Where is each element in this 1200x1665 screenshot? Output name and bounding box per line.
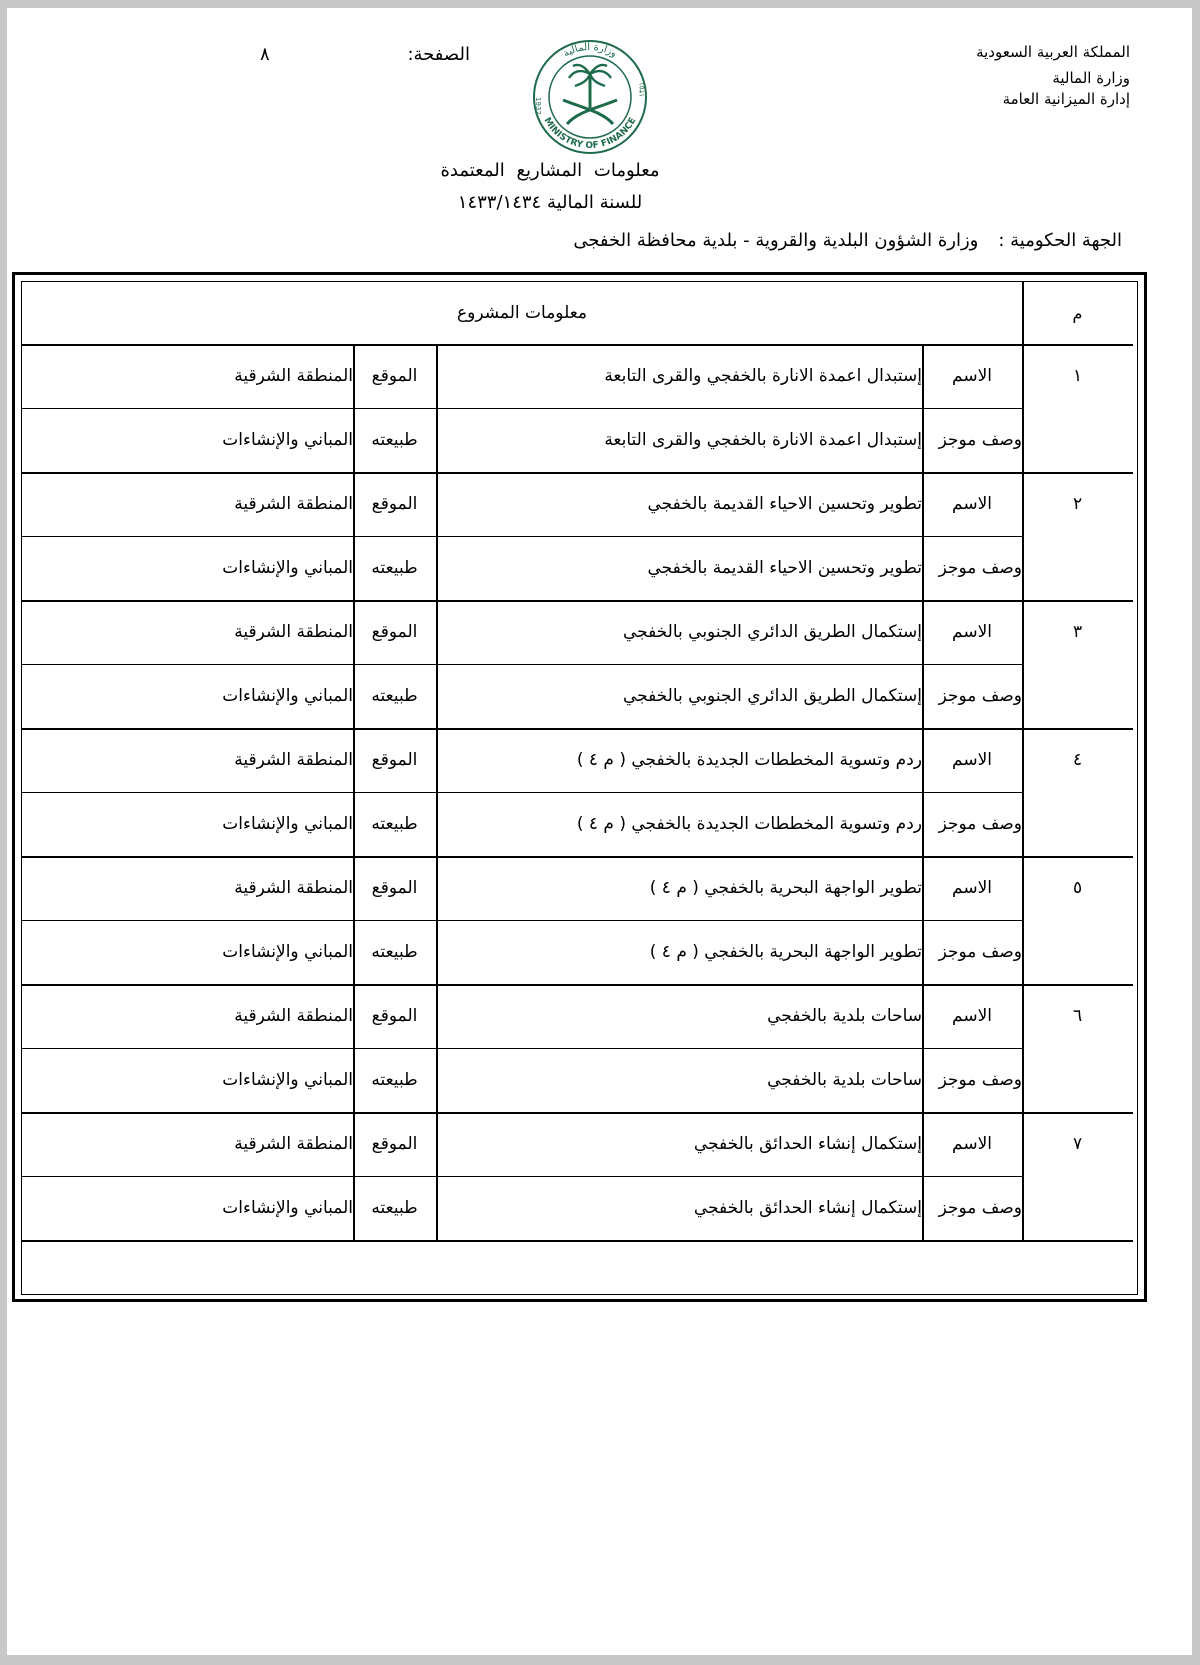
nature-label: طبيعته: [371, 1070, 418, 1090]
project-location: المنطقة الشرقية: [234, 878, 353, 898]
page-number: ٨: [260, 44, 270, 65]
description-label: وصف موجز: [938, 1070, 1022, 1090]
project-number: ٥: [1072, 878, 1083, 898]
seal-arabic-text: وزارة المالية: [561, 41, 619, 60]
project-number: ٢: [1072, 494, 1083, 514]
project-nature: المباني والإنشاءات: [222, 814, 353, 834]
project-nature: المباني والإنشاءات: [222, 430, 353, 450]
name-label: الاسم: [952, 1134, 992, 1154]
entity-value: وزارة الشؤون البلدية والقروية - بلدية محافظة الخفجى: [573, 230, 979, 251]
description-label: وصف موجز: [938, 558, 1022, 578]
description-label: وصف موجز: [938, 1198, 1022, 1218]
location-label: الموقع: [371, 750, 418, 770]
project-number: ٣: [1072, 622, 1083, 642]
project-nature: المباني والإنشاءات: [222, 1198, 353, 1218]
description-label: وصف موجز: [938, 814, 1022, 834]
project-location: المنطقة الشرقية: [234, 622, 353, 642]
project-name: ردم وتسوية المخططات الجديدة بالخفجي ( م ٤ ): [576, 750, 922, 770]
nature-label: طبيعته: [371, 814, 418, 834]
column-header-project-info: معلومات المشروع: [456, 303, 588, 323]
description-label: وصف موجز: [938, 686, 1022, 706]
name-label: الاسم: [952, 622, 992, 642]
name-label: الاسم: [952, 366, 992, 386]
name-label: الاسم: [952, 878, 992, 898]
project-name: إستبدال اعمدة الانارة بالخفجي والقرى التابعة: [604, 366, 922, 386]
document-title: معلومات المشاريع المعتمدة: [440, 160, 660, 181]
page-frame-top: [0, 0, 1200, 8]
project-nature: المباني والإنشاءات: [222, 1070, 353, 1090]
name-label: الاسم: [952, 1006, 992, 1026]
project-number: ٦: [1072, 1006, 1083, 1026]
project-description: إستبدال اعمدة الانارة بالخفجي والقرى التابعة: [604, 430, 922, 450]
project-name: ساحات بلدية بالخفجي: [767, 1006, 922, 1026]
nature-label: طبيعته: [371, 558, 418, 578]
project-nature: المباني والإنشاءات: [222, 558, 353, 578]
seal-year-right: ١٣٥١: [638, 81, 646, 97]
projects-table-body: [21, 281, 1138, 1295]
project-name: إستكمال إنشاء الحدائق بالخفجي: [693, 1134, 922, 1154]
project-location: المنطقة الشرقية: [234, 366, 353, 386]
ministry-name: وزارة المالية: [1052, 68, 1130, 87]
project-number: ١: [1072, 366, 1083, 386]
project-description: إستكمال إنشاء الحدائق بالخفجي: [693, 1198, 922, 1218]
location-label: الموقع: [371, 878, 418, 898]
seal-year-left: 1932: [534, 97, 542, 115]
location-label: الموقع: [371, 622, 418, 642]
project-location: المنطقة الشرقية: [234, 1134, 353, 1154]
description-label: وصف موجز: [938, 430, 1022, 450]
project-description: تطوير وتحسين الاحياء القديمة بالخفجي: [647, 558, 922, 578]
project-name: تطوير الواجهة البحرية بالخفجي ( م ٤ ): [649, 878, 922, 898]
nature-label: طبيعته: [371, 942, 418, 962]
department-name: إدارة الميزانية العامة: [1002, 90, 1130, 108]
project-location: المنطقة الشرقية: [234, 1006, 353, 1026]
project-number: ٧: [1072, 1134, 1083, 1154]
project-name: إستكمال الطريق الدائري الجنوبي بالخفجي: [622, 622, 922, 642]
project-name: تطوير وتحسين الاحياء القديمة بالخفجي: [647, 494, 922, 514]
government-entity: [573, 230, 1122, 251]
project-nature: المباني والإنشاءات: [222, 942, 353, 962]
project-description: ساحات بلدية بالخفجي: [767, 1070, 922, 1090]
fiscal-year: للسنة المالية ١٤٣٣/١٤٣٤: [457, 192, 643, 213]
name-label: الاسم: [952, 750, 992, 770]
entity-label: الجهة الحكومية :: [998, 230, 1122, 251]
location-label: الموقع: [371, 494, 418, 514]
nature-label: طبيعته: [371, 430, 418, 450]
location-label: الموقع: [371, 366, 418, 386]
location-label: الموقع: [371, 1006, 418, 1026]
project-location: المنطقة الشرقية: [234, 750, 353, 770]
project-description: ردم وتسوية المخططات الجديدة بالخفجي ( م ٤ ): [576, 814, 922, 834]
seal-english-text: MINISTRY OF FINANCE: [541, 116, 639, 152]
nature-label: طبيعته: [371, 1198, 418, 1218]
ministry-seal-icon: [525, 38, 655, 156]
project-nature: المباني والإنشاءات: [222, 686, 353, 706]
project-description: تطوير الواجهة البحرية بالخفجي ( م ٤ ): [649, 942, 922, 962]
page-frame-bottom: [0, 1655, 1200, 1665]
column-header-number: م: [1072, 303, 1083, 323]
project-description: إستكمال الطريق الدائري الجنوبي بالخفجي: [622, 686, 922, 706]
project-number: ٤: [1072, 750, 1083, 770]
kingdom-name: المملكة العربية السعودية: [976, 43, 1130, 61]
page-frame-right: [1192, 0, 1200, 1665]
nature-label: طبيعته: [371, 686, 418, 706]
row-divider: [22, 1240, 1133, 1242]
page-frame-left: [0, 0, 7, 1665]
project-location: المنطقة الشرقية: [234, 494, 353, 514]
letterhead: [976, 40, 1130, 113]
description-label: وصف موجز: [938, 942, 1022, 962]
projects-table: [12, 272, 1147, 1302]
name-label: الاسم: [952, 494, 992, 514]
location-label: الموقع: [371, 1134, 418, 1154]
page-label: الصفحة:: [407, 44, 470, 65]
